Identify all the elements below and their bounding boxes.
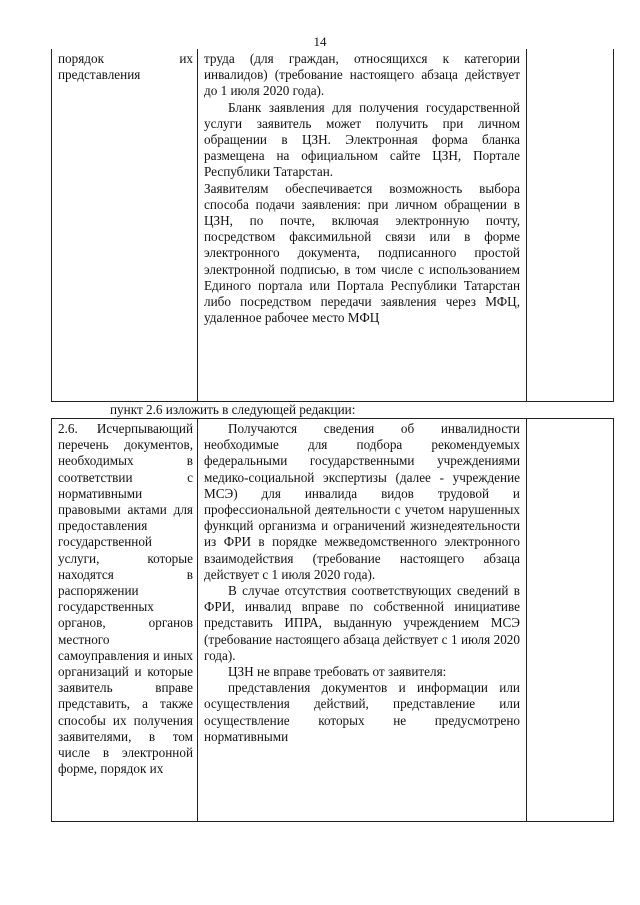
cell-text: 2.6. Исчерпывающий перечень документов, необходимых в соответствии с нормативными правовыми актами для предоставления государственной услуги, которые находятся в распоряжении государственных органов, органов местного самоуправления и иных организаций и которые заявитель вправе представить, а также способы их получения заявителями, в том числе в электронной форме, порядок их xyxy=(58,421,193,777)
paragraph: Получаются сведения об инвалидности необходимые для подбора рекомендуемых федеральными государственными учреждениями медико-социальной экспертизы (далее - учреждение МСЭ) для инвалида видов трудовой и профессиональной деятельности с учетом нарушенных функций организма и ограничений жизнедеятельности из ФРИ в порядке межведомственного электронного взаимодействия (требование настоящего абзаца действует с 1 июля 2020 года). xyxy=(204,421,520,582)
table-cell-middle xyxy=(198,49,527,401)
paragraph: В случае отсутствия соответствующих сведений в ФРИ, инвалид вправе по собственной инициативе представить ИПРА, выданную учреждением МСЭ (требование настоящего абзаца действует с 1 июля 2020 года). xyxy=(204,583,520,663)
paragraph: Заявителям обеспечивается возможность выбора способа подачи заявления: при личном обращении в ЦЗН, по почте, включая электронную почту, посредством факсимильной связи или в форме электронного документа, подписанного простой электронной подписью, в том числе с использованием Единого портала или Портала Республики Татарстан либо посредством передачи заявления через МФЦ, удаленное рабочее место МФЦ xyxy=(204,180,520,326)
paragraph: Бланк заявления для получения государственной услуги заявитель может получить при личном обращении в ЦЗН. Электронная форма бланка размещена на официальном сайте ЦЗН, Портале Республики Татарстан. xyxy=(204,99,520,180)
amendment-instruction: пункт 2.6 изложить в следующей редакции: xyxy=(110,402,356,417)
table-cell-left xyxy=(52,419,198,821)
table-cell-middle xyxy=(198,419,527,821)
table-new-clause xyxy=(51,418,614,822)
paragraph: ЦЗН не вправе требовать от заявителя: xyxy=(228,664,447,680)
table-cell-right xyxy=(527,419,613,821)
table-cell-right xyxy=(527,49,613,401)
table-cell-left xyxy=(52,49,198,401)
paragraph: труда (для граждан, относящихся к категории инвалидов) (требование настоящего абзаца действует до 1 июля 2020 года). xyxy=(204,51,520,99)
table-continued xyxy=(51,49,614,402)
page-number: 14 xyxy=(313,34,327,49)
cell-text: порядок их представления xyxy=(58,51,193,83)
paragraph: представления документов и информации или осуществления действий, представление или осуществление которых не предусмотрено нормативными xyxy=(204,680,520,744)
